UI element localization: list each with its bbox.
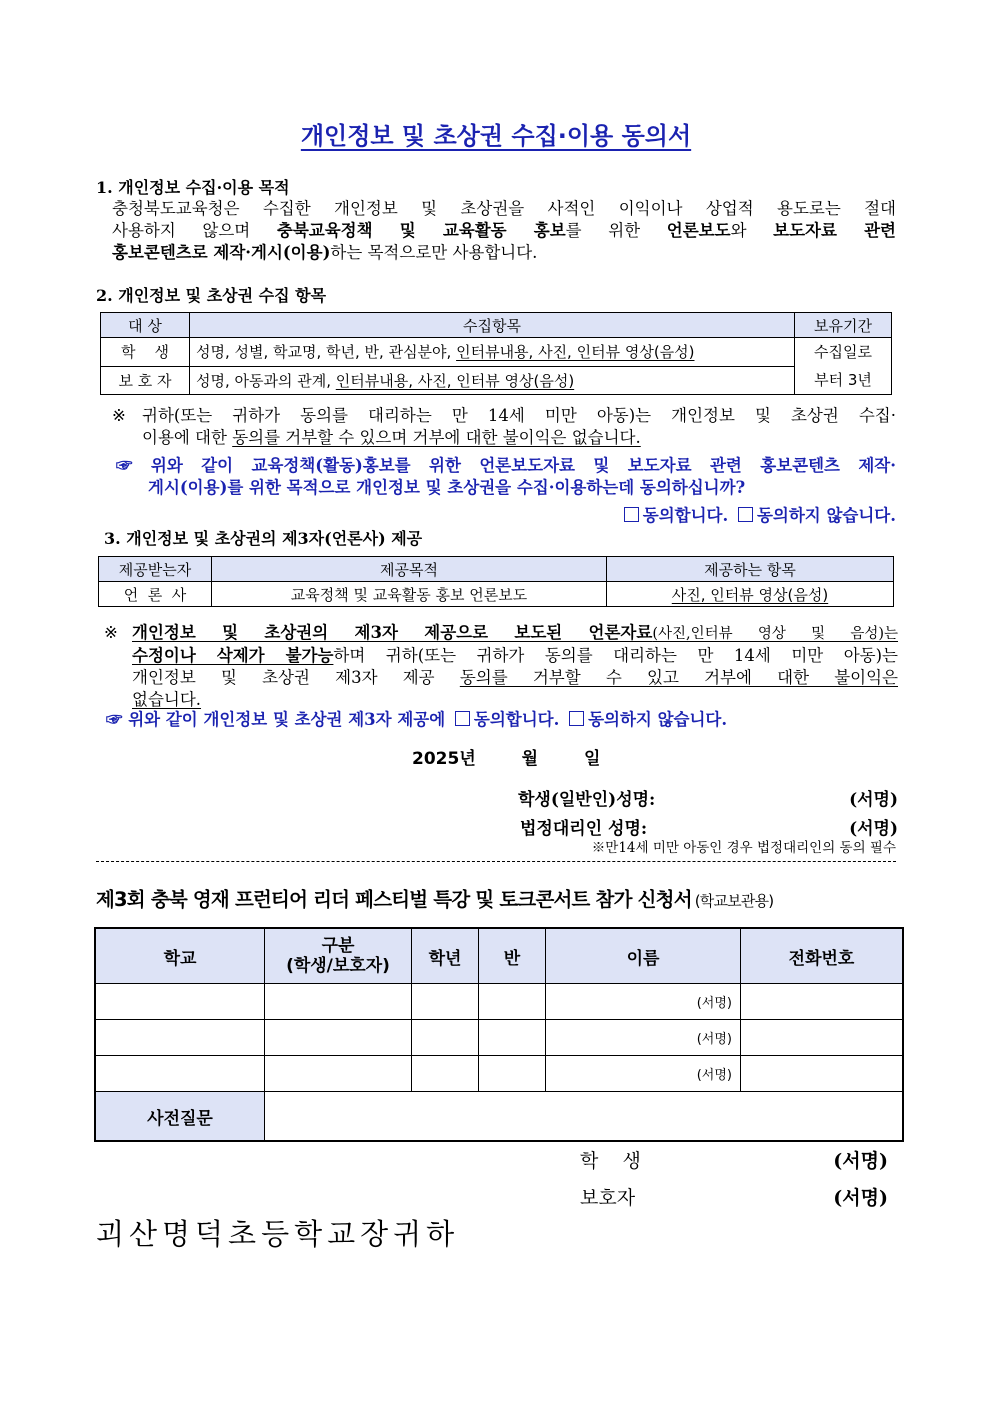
addressee: 괴산명덕초등학교장귀하 xyxy=(96,1217,460,1251)
text-underlined: 인터뷰내용, 사진, 인터뷰 영상(음성) xyxy=(335,371,575,390)
section1-body xyxy=(112,198,896,264)
bottom-guardian-label: 보호자 xyxy=(580,1187,636,1209)
class-input[interactable] xyxy=(479,1056,546,1092)
target-guardian: 보 호 자 xyxy=(101,366,190,395)
text: 사용하지 않으며 xyxy=(112,221,277,240)
section3-note-mark: ※ xyxy=(104,623,118,642)
bottom-student-label: 학 생 xyxy=(580,1150,641,1172)
date-day: 일 xyxy=(584,749,601,769)
school-input[interactable] xyxy=(95,1020,265,1056)
section2-note xyxy=(142,405,896,449)
grade-input[interactable] xyxy=(412,984,479,1020)
table-row xyxy=(95,984,903,1020)
section2-heading: 2. 개인정보 및 초상권 수집 항목 xyxy=(96,286,327,305)
note-line2 xyxy=(142,427,896,449)
text-bold: 언론보도 xyxy=(666,221,731,240)
section2-note-mark: ※ xyxy=(112,406,126,425)
disagree-label: 동의하지 않습니다. xyxy=(588,710,728,729)
target-student: 학 생 xyxy=(101,338,190,367)
col-class: 반 xyxy=(479,928,546,984)
provided-items-cell xyxy=(607,582,894,607)
col-phone: 전화번호 xyxy=(741,928,904,984)
collection-table xyxy=(100,312,892,395)
grade-input[interactable] xyxy=(412,1020,479,1056)
date-month: 월 xyxy=(521,749,539,769)
guardian-footnote: ※만14세 미만 아동인 경우 법정대리인의 동의 필수 xyxy=(591,840,896,856)
s3-note-line2 xyxy=(132,645,898,667)
table-row xyxy=(95,1056,903,1092)
col-period: 보유기간 xyxy=(795,313,892,338)
period-line2: 부터 3년 xyxy=(814,371,872,389)
school-input[interactable] xyxy=(95,1056,265,1092)
disagree-label: 동의하지 않습니다. xyxy=(756,506,896,525)
text-underlined: 동의를 거부할 수 있고 거부에 대한 불이익은 xyxy=(459,668,898,687)
date-year: 2025년 xyxy=(412,749,476,769)
class-input[interactable] xyxy=(479,984,546,1020)
name-sign-cell[interactable]: (서명) xyxy=(546,984,741,1020)
col-school: 학교 xyxy=(95,928,265,984)
col-name: 이름 xyxy=(546,928,741,984)
student-sign[interactable]: (서명) xyxy=(849,790,898,810)
section1-line3 xyxy=(112,242,896,264)
bottom-guardian-sign[interactable]: (서명) xyxy=(833,1187,888,1209)
s3-note-line1 xyxy=(132,622,898,645)
note-line1: 귀하(또는 귀하가 동의를 대리하는 만 14세 미만 아동)는 개인정보 및 초상권 수집· xyxy=(142,406,896,425)
form-title xyxy=(96,884,773,912)
text-bold: 보도자료 관련 xyxy=(773,221,896,240)
question-row xyxy=(95,1092,903,1142)
section3-heading: 3. 개인정보 및 초상권의 제3자(언론사) 제공 xyxy=(104,529,423,548)
text-bold: 홍보콘텐츠로 제작·게시(이용) xyxy=(112,243,331,262)
question-line1: ☞ 위와 같이 교육정책(활동)홍보를 위한 언론보도자료 및 보도자료 관련 홍보콘텐츠 제작· xyxy=(116,456,896,475)
text: 를 위한 xyxy=(565,221,667,240)
text-bold: 수정이나 삭제가 불가능 xyxy=(132,646,334,665)
table-header-row xyxy=(95,928,903,984)
col-division xyxy=(265,928,412,984)
period-line1: 수집일로 xyxy=(814,343,872,361)
phone-input[interactable] xyxy=(741,1056,904,1092)
table-row xyxy=(95,1020,903,1056)
section2-question xyxy=(116,455,896,499)
col-recipient: 제공받는자 xyxy=(99,557,212,582)
table-header-row xyxy=(101,313,892,338)
text-bold: 개인정보 및 초상권의 제3자 제공으로 보도된 언론자료 xyxy=(132,623,653,642)
agree-checkbox[interactable] xyxy=(624,507,639,522)
name-sign-cell[interactable]: (서명) xyxy=(546,1056,741,1092)
table-row xyxy=(99,582,894,607)
col-target: 대 상 xyxy=(101,313,190,338)
s3-note-line4 xyxy=(132,689,898,711)
text: 개인정보 및 초상권 제3자 제공 xyxy=(132,668,460,687)
question-line2: 게시(이용)를 위한 목적으로 개인정보 및 초상권을 수집·이용하는데 동의하십니까? xyxy=(148,478,746,497)
agree-label: 동의합니다. xyxy=(642,506,729,525)
disagree-checkbox[interactable] xyxy=(569,711,584,726)
agree-checkbox[interactable] xyxy=(455,711,470,726)
guardian-sign[interactable]: (서명) xyxy=(849,819,898,839)
section3-consent xyxy=(106,709,727,731)
section1-heading: 1. 개인정보 수집·이용 목적 xyxy=(96,178,290,197)
col-division-line2: (학생/보호자) xyxy=(286,956,390,976)
third-party-table xyxy=(98,556,894,607)
text: (사진,인터뷰 영상 및 음성)는 xyxy=(652,626,899,642)
text: 하는 목적으로만 사용합니다. xyxy=(330,243,538,262)
page-title: 개인정보 및 초상권 수집·이용 동의서 xyxy=(300,122,692,150)
text: 성명, 성별, 학교명, 학년, 반, 관심분야, xyxy=(196,343,457,362)
cut-line xyxy=(96,861,896,862)
table-row xyxy=(101,366,892,395)
division-input[interactable] xyxy=(265,1056,412,1092)
section2-consent xyxy=(620,505,896,527)
form-title-note: (학교보관용) xyxy=(694,892,774,910)
purpose-cell: 교육정책 및 교육활동 홍보 언론보도 xyxy=(212,582,607,607)
table-row xyxy=(101,338,892,367)
guardian-sign-label: 법정대리인 성명: xyxy=(520,819,648,839)
section1-line1: 충청북도교육청은 수집한 개인정보 및 초상권을 사적인 이익이나 상업적 용도로는 절대 xyxy=(112,199,896,218)
items-student xyxy=(190,338,795,367)
class-input[interactable] xyxy=(479,1020,546,1056)
form-title-text: 제3회 충북 영재 프런티어 리더 페스티벌 특강 및 토크콘서트 참가 신청서 xyxy=(96,888,692,911)
disagree-checkbox[interactable] xyxy=(738,507,753,522)
agree-label: 동의합니다. xyxy=(473,710,560,729)
col-provided-items: 제공하는 항목 xyxy=(607,557,894,582)
application-table xyxy=(94,927,904,1142)
col-items: 수집항목 xyxy=(190,313,795,338)
col-grade: 학년 xyxy=(412,928,479,984)
text-underlined: 없습니다. xyxy=(132,690,202,709)
phone-input[interactable] xyxy=(741,984,904,1020)
text-underlined: 인터뷰내용, 사진, 인터뷰 영상(음성) xyxy=(456,343,695,362)
text: 와 xyxy=(730,221,774,240)
grade-input[interactable] xyxy=(412,1056,479,1092)
section1-line2 xyxy=(112,220,896,242)
text-underlined: 사진, 인터뷰 영상(음성) xyxy=(671,585,829,604)
question-label: 사전질문 xyxy=(95,1092,265,1142)
phone-input[interactable] xyxy=(741,1020,904,1056)
items-guardian xyxy=(190,366,795,395)
table-header-row xyxy=(99,557,894,582)
bottom-student-sign[interactable]: (서명) xyxy=(833,1150,888,1172)
question-input[interactable] xyxy=(265,1092,904,1142)
text: 성명, 아동과의 관계, xyxy=(196,371,336,390)
division-input[interactable] xyxy=(265,984,412,1020)
text-bold: 충북교육정책 및 교육활동 홍보 xyxy=(276,221,566,240)
section3-note xyxy=(132,622,898,711)
recipient-cell: 언 론 사 xyxy=(99,582,212,607)
student-sign-label: 학생(일반인)성명: xyxy=(518,790,656,810)
period-cell xyxy=(795,338,892,395)
text: 이용에 대한 xyxy=(142,428,233,447)
division-input[interactable] xyxy=(265,1020,412,1056)
col-purpose: 제공목적 xyxy=(212,557,607,582)
text: 하며 귀하(또는 귀하가 동의를 대리하는 만 14세 미만 아동)는 xyxy=(333,646,898,665)
date-line xyxy=(412,744,600,769)
text-underlined: 동의를 거부할 수 있으며 거부에 대한 불이익은 없습니다. xyxy=(232,428,641,447)
col-division-line1: 구분 xyxy=(321,936,355,956)
question: ☞ 위와 같이 개인정보 및 초상권 제3자 제공에 xyxy=(106,710,446,729)
s3-note-line3 xyxy=(132,667,898,689)
school-input[interactable] xyxy=(95,984,265,1020)
name-sign-cell[interactable]: (서명) xyxy=(546,1020,741,1056)
